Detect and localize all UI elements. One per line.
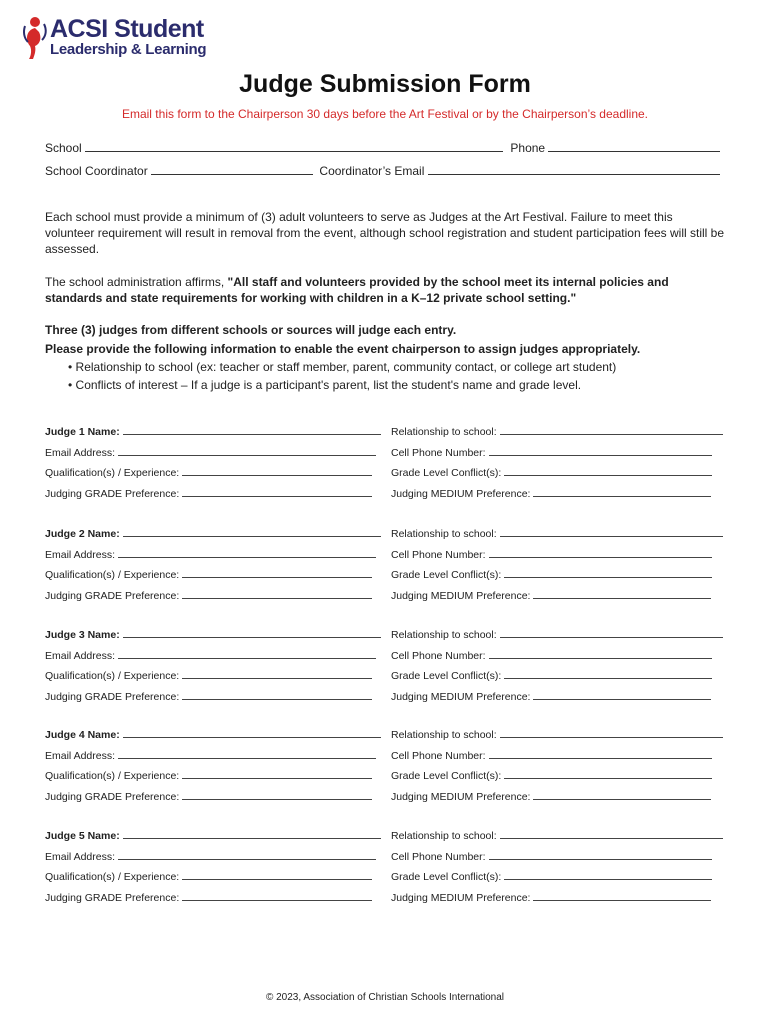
acsi-logo [22, 16, 206, 60]
judge-1-qualifications-field[interactable] [182, 466, 372, 476]
coordinator-label: School Coordinator [45, 164, 148, 178]
judge-3-grade-conflict-row [391, 669, 712, 682]
judge-3-grade-conflict-field[interactable] [504, 669, 712, 679]
bullet-relationship: • Relationship to school (ex: teacher or staff member, parent, community contact, or college art student) [68, 360, 617, 374]
coordinator-email-field[interactable] [428, 164, 720, 175]
judge-5-cell-phone-row [391, 850, 712, 863]
judge-3-relationship-field[interactable] [500, 628, 723, 638]
affirmation-prefix: The school administration affirms, [45, 275, 228, 289]
judge-5-block [0, 829, 770, 909]
judge-2-relationship-label: Relationship to school: [391, 528, 497, 540]
judge-1-judge-name-row [45, 425, 381, 438]
judge-5-judge-name-label: Judge 5 Name: [45, 830, 120, 842]
judge-1-judge-name-label: Judge 1 Name: [45, 426, 120, 438]
judge-1-email-row [45, 446, 376, 459]
judge-1-relationship-label: Relationship to school: [391, 426, 497, 438]
judge-5-relationship-label: Relationship to school: [391, 830, 497, 842]
judge-4-block [0, 728, 770, 808]
judge-3-medium-preference-field[interactable] [533, 690, 711, 700]
judge-1-email-field[interactable] [118, 446, 376, 456]
judge-5-grade-preference-field[interactable] [182, 891, 372, 901]
copyright-footer: © 2023, Association of Christian Schools International [265, 992, 505, 1003]
judge-2-qualifications-label: Qualification(s) / Experience: [45, 569, 180, 581]
judge-3-cell-phone-label: Cell Phone Number: [391, 649, 486, 662]
judge-5-medium-preference-field[interactable] [533, 891, 711, 901]
judge-1-grade-preference-row [45, 487, 372, 500]
judge-2-judge-name-row [45, 527, 381, 540]
judge-4-grade-conflict-field[interactable] [504, 769, 712, 779]
judge-5-grade-conflict-label: Grade Level Conflict(s): [391, 871, 502, 883]
judge-1-relationship-row [391, 425, 723, 438]
school-row [45, 141, 720, 155]
school-field[interactable] [85, 141, 503, 152]
judge-3-relationship-row [391, 628, 723, 641]
judge-2-cell-phone-row [391, 548, 712, 561]
coordinator-email-label: Coordinator’s Email [319, 164, 425, 178]
judge-5-cell-phone-label: Cell Phone Number: [391, 850, 486, 863]
judge-3-email-field[interactable] [118, 649, 376, 659]
acsi-figure-icon [22, 16, 48, 60]
judge-4-email-field[interactable] [118, 749, 376, 759]
judge-2-judge-name-label: Judge 2 Name: [45, 528, 120, 540]
judge-2-email-label: Email Address: [45, 548, 116, 561]
judge-2-email-row [45, 548, 376, 561]
judge-5-grade-preference-label: Judging GRADE Preference: [45, 891, 180, 904]
affirmation-quote: "All staff and volunteers provided by the school meet its internal policies and standards and state requirements for working with children in a K–12 private school setting." [45, 275, 669, 305]
judge-4-relationship-field[interactable] [500, 728, 723, 738]
judge-1-grade-conflict-field[interactable] [504, 466, 712, 476]
judge-3-email-row [45, 649, 376, 662]
judge-1-block [0, 425, 770, 505]
judge-3-block [0, 628, 770, 708]
judge-3-grade-preference-row [45, 690, 372, 703]
bullet-conflicts: • Conflicts of interest – If a judge is a participant's parent, list the student's name and grade level. [68, 378, 582, 392]
judge-3-email-label: Email Address: [45, 649, 116, 662]
judge-5-email-field[interactable] [118, 850, 376, 860]
judge-5-cell-phone-field[interactable] [489, 850, 712, 860]
judge-5-judge-name-row [45, 829, 381, 842]
judge-3-grade-conflict-label: Grade Level Conflict(s): [391, 670, 502, 682]
judge-5-relationship-field[interactable] [500, 829, 723, 839]
judge-5-qualifications-field[interactable] [182, 870, 372, 880]
judge-5-grade-conflict-row [391, 870, 712, 883]
judge-3-medium-preference-label: Judging MEDIUM Preference: [391, 690, 531, 703]
judge-4-email-label: Email Address: [45, 749, 116, 762]
judge-2-grade-conflict-row [391, 568, 712, 581]
judge-2-grade-preference-row [45, 589, 372, 602]
judge-4-grade-preference-label: Judging GRADE Preference: [45, 790, 180, 803]
judge-2-cell-phone-field[interactable] [489, 548, 712, 558]
judge-4-judge-name-label: Judge 4 Name: [45, 729, 120, 741]
judge-5-judge-name-field[interactable] [123, 829, 381, 839]
judge-3-grade-preference-label: Judging GRADE Preference: [45, 690, 180, 703]
judge-1-grade-preference-label: Judging GRADE Preference: [45, 487, 180, 500]
judge-2-grade-conflict-field[interactable] [504, 568, 712, 578]
judge-1-email-label: Email Address: [45, 446, 116, 459]
judge-3-relationship-label: Relationship to school: [391, 629, 497, 641]
judge-4-qualifications-label: Qualification(s) / Experience: [45, 770, 180, 782]
phone-label: Phone [510, 141, 546, 155]
judge-1-judge-name-field[interactable] [123, 425, 381, 435]
judge-2-qualifications-row [45, 568, 372, 581]
three-judges-note: Three (3) judges from different schools or sources will judge each entry. [45, 323, 457, 337]
coordinator-row [45, 164, 720, 178]
judge-5-medium-preference-row [391, 891, 711, 904]
judge-5-email-label: Email Address: [45, 850, 116, 863]
judge-4-judge-name-field[interactable] [123, 728, 381, 738]
judge-3-cell-phone-field[interactable] [489, 649, 712, 659]
judge-5-email-row [45, 850, 376, 863]
submission-instruction: Email this form to the Chairperson 30 days before the Art Festival or by the Chairperson’s deadline. [121, 107, 649, 121]
judge-4-grade-preference-row [45, 790, 372, 803]
judge-3-judge-name-label: Judge 3 Name: [45, 629, 120, 641]
judge-2-qualifications-field[interactable] [182, 568, 372, 578]
judge-5-qualifications-label: Qualification(s) / Experience: [45, 871, 180, 883]
judge-4-cell-phone-label: Cell Phone Number: [391, 749, 486, 762]
judge-1-cell-phone-row [391, 446, 712, 459]
judge-4-grade-conflict-row [391, 769, 712, 782]
provide-info-note: Please provide the following information to enable the event chairperson to assign judges appropriately. [45, 342, 641, 356]
judge-4-cell-phone-row [391, 749, 712, 762]
judge-1-cell-phone-field[interactable] [489, 446, 712, 456]
judge-5-medium-preference-label: Judging MEDIUM Preference: [391, 891, 531, 904]
judge-2-grade-conflict-label: Grade Level Conflict(s): [391, 569, 502, 581]
judge-2-medium-preference-field[interactable] [533, 589, 711, 599]
judge-1-cell-phone-label: Cell Phone Number: [391, 446, 486, 459]
judge-4-medium-preference-row [391, 790, 711, 803]
volunteer-requirement-paragraph: Each school must provide a minimum of (3) adult volunteers to serve as Judges at the Art Festival. Failure to meet this volunteer requirement will result in removal from the event, although school registration and student participation fees will still be assessed. [45, 210, 725, 256]
judge-3-judge-name-field[interactable] [123, 628, 381, 638]
judge-1-grade-preference-field[interactable] [182, 487, 372, 497]
school-label: School [45, 141, 82, 155]
judge-4-judge-name-row [45, 728, 381, 741]
judge-3-cell-phone-row [391, 649, 712, 662]
judge-3-qualifications-row [45, 669, 372, 682]
judge-4-relationship-row [391, 728, 723, 741]
judge-2-email-field[interactable] [118, 548, 376, 558]
judge-2-judge-name-field[interactable] [123, 527, 381, 537]
judge-4-grade-conflict-label: Grade Level Conflict(s): [391, 770, 502, 782]
judge-2-medium-preference-row [391, 589, 711, 602]
judge-3-medium-preference-row [391, 690, 711, 703]
judge-2-block [0, 527, 770, 607]
judge-2-medium-preference-label: Judging MEDIUM Preference: [391, 589, 531, 602]
judge-5-qualifications-row [45, 870, 372, 883]
judge-1-qualifications-row [45, 466, 372, 479]
judge-2-cell-phone-label: Cell Phone Number: [391, 548, 486, 561]
judge-4-medium-preference-label: Judging MEDIUM Preference: [391, 790, 531, 803]
page-title: Judge Submission Form [239, 70, 531, 98]
judge-4-relationship-label: Relationship to school: [391, 729, 497, 741]
judge-4-cell-phone-field[interactable] [489, 749, 712, 759]
judge-1-grade-conflict-label: Grade Level Conflict(s): [391, 467, 502, 479]
judge-1-qualifications-label: Qualification(s) / Experience: [45, 467, 180, 479]
judge-3-judge-name-row [45, 628, 381, 641]
judge-3-qualifications-label: Qualification(s) / Experience: [45, 670, 180, 682]
phone-field[interactable] [548, 141, 720, 152]
affirmation-paragraph [45, 274, 725, 306]
judge-2-grade-preference-label: Judging GRADE Preference: [45, 589, 180, 602]
judge-4-medium-preference-field[interactable] [533, 790, 711, 800]
judge-3-grade-preference-field[interactable] [182, 690, 372, 700]
judge-1-medium-preference-label: Judging MEDIUM Preference: [391, 487, 531, 500]
judge-5-grade-conflict-field[interactable] [504, 870, 712, 880]
judge-3-qualifications-field[interactable] [182, 669, 372, 679]
coordinator-field[interactable] [151, 164, 313, 175]
judge-1-relationship-field[interactable] [500, 425, 723, 435]
judge-2-grade-preference-field[interactable] [182, 589, 372, 599]
logo-wordmark-line2: Leadership & Learning [50, 41, 207, 58]
judge-4-qualifications-field[interactable] [182, 769, 372, 779]
judge-2-relationship-field[interactable] [500, 527, 723, 537]
judge-4-email-row [45, 749, 376, 762]
judge-5-relationship-row [391, 829, 723, 842]
judge-4-qualifications-row [45, 769, 372, 782]
judge-5-grade-preference-row [45, 891, 372, 904]
logo-wordmark-line1: ACSI Student [50, 15, 204, 43]
judge-1-medium-preference-field[interactable] [533, 487, 711, 497]
judge-1-medium-preference-row [391, 487, 711, 500]
judge-1-grade-conflict-row [391, 466, 712, 479]
judge-2-relationship-row [391, 527, 723, 540]
judge-4-grade-preference-field[interactable] [182, 790, 372, 800]
